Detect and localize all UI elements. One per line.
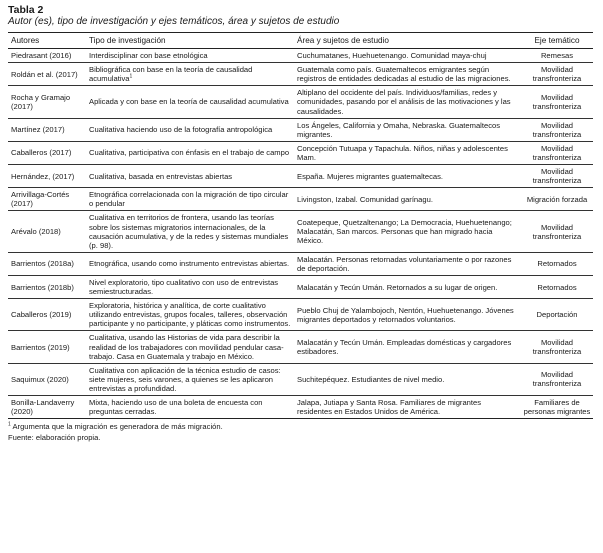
cell-eje (520, 49, 593, 63)
cell-area-text: Malacatán. Personas retornadas voluntariamente o por razones de deportación. (297, 254, 512, 273)
cell-eje (520, 331, 593, 363)
table-row (8, 165, 593, 188)
cell-tipo-text: Cualitativa, usando las Historias de vida para describir la realidad de los trabajadores con movilidad pendular casa-trabajo. Casa en Guatemala y trabajo en México. (89, 333, 284, 361)
cell-autores-text: Arévalo (2018) (11, 227, 61, 237)
cell-tipo-text: Cualitativa haciendo uso de la fotografía antropológica (89, 125, 273, 135)
cell-autores (8, 86, 86, 118)
cell-autores (8, 63, 86, 86)
cell-area (294, 188, 520, 211)
cell-tipo-text: Cualitativa, basada en entrevistas abiertas (89, 171, 233, 181)
cell-eje (520, 86, 593, 118)
cell-area (294, 118, 520, 141)
cell-area (294, 165, 520, 188)
cell-tipo (86, 331, 294, 363)
cell-tipo (86, 141, 294, 164)
table-row (8, 363, 593, 395)
cell-tipo (86, 49, 294, 63)
cell-area (294, 63, 520, 86)
cell-eje-text: Deportación (536, 310, 578, 320)
cell-tipo (86, 211, 294, 252)
table-row (8, 396, 593, 419)
cell-eje-text: Migración forzada (526, 194, 588, 204)
cell-tipo-text: Interdisciplinar con base etnológica (89, 51, 208, 61)
cell-tipo-text: Bibliográfica con base en la teoría de causalidad acumulativa (89, 65, 253, 84)
cell-autores (8, 118, 86, 141)
cell-tipo (86, 363, 294, 395)
cell-eje-text: Movilidad transfronteriza (532, 337, 582, 357)
cell-autores (8, 299, 86, 331)
cell-area-text: Pueblo Chuj de Yalambojoch, Nentón, Huehuetenango. Jóvenes migrantes deportados y retornados voluntarios. (297, 305, 514, 324)
cell-area (294, 275, 520, 298)
cell-area (294, 331, 520, 363)
table-header-row (8, 33, 593, 49)
cell-area-text: Livingston, Izabal. Comunidad garínagu. (297, 194, 433, 204)
cell-tipo-text: Aplicada y con base en la teoría de causalidad acumulativa (89, 97, 289, 107)
cell-eje-text: Movilidad transfronteriza (532, 370, 582, 389)
cell-autores (8, 141, 86, 164)
cell-tipo-text: Exploratoria, histórica y analítica, de corte cualitativo utilizando entrevistas, grupos focales, talleres, observación participante y no participante, y pláticas como instrumentos. (89, 301, 291, 329)
cell-autores (8, 49, 86, 63)
cell-tipo-text: Cualitativa con aplicación de la técnica estudio de casos: siete mujeres, seis varones, a quienes se les aplicaron entrevistas a profundidad. (89, 365, 281, 393)
cell-autores-text: Barrientos (2018b) (11, 282, 74, 292)
cell-eje (520, 63, 593, 86)
cell-eje-text: Movilidad transfronteriza (532, 92, 582, 112)
table-row (8, 299, 593, 331)
cell-tipo-text: Etnográfica correlacionada con la migración de tipo circular o pendular (89, 190, 289, 209)
cell-area-text: Altiplano del occidente del país. Individuos/familias, redes y comunidades, pasando por el análisis de las motivaciones y las causalidades. (297, 88, 511, 116)
cell-area (294, 141, 520, 164)
cell-eje-text: Movilidad transfronteriza (532, 143, 582, 162)
header-eje: Eje temático (520, 33, 593, 49)
header-area: Área y sujetos de estudio (294, 33, 520, 49)
table-body (8, 49, 593, 419)
cell-eje (520, 396, 593, 419)
cell-eje (520, 188, 593, 211)
cell-eje-text: Familiares de personas migrantes (523, 398, 591, 417)
cell-area-text: Malacatán y Tecún Umán. Retornados a su lugar de origen. (297, 282, 498, 292)
cell-tipo (86, 252, 294, 275)
cell-autores (8, 331, 86, 363)
table-row (8, 49, 593, 63)
cell-tipo (86, 299, 294, 331)
table-row (8, 118, 593, 141)
table-row (8, 141, 593, 164)
table-row (8, 275, 593, 298)
cell-autores (8, 188, 86, 211)
cell-autores-text: Caballeros (2019) (11, 310, 72, 320)
cell-tipo-text: Cualitativa en territorios de frontera, usando las teorías sobre los sistemas migratorios internacionales, de la causación acumulativa, y de la redes y sistemas mundiales (p. 98). (89, 213, 289, 250)
cell-autores-text: Caballeros (2017) (11, 148, 72, 158)
cell-area-text: Coatepeque, Quetzaltenango; La Democracia, Huehuetenango; Malacatán, San marcos. Personas que han migrado hacia México. (297, 217, 512, 246)
cell-eje (520, 165, 593, 188)
cell-autores-text: Saquimux (2020) (11, 374, 69, 384)
cell-autores-text: Arrivillaga-Cortés (2017) (11, 190, 70, 209)
cell-area (294, 396, 520, 419)
cell-autores (8, 165, 86, 188)
table-title: Tabla 2 (8, 4, 44, 16)
cell-autores (8, 363, 86, 395)
cell-eje (520, 141, 593, 164)
cell-area (294, 363, 520, 395)
cell-eje (520, 118, 593, 141)
cell-autores-text: Bonilla-Landaverry (2020) (11, 398, 75, 417)
cell-autores-text: Barrientos (2018a) (11, 259, 74, 269)
cell-tipo (86, 86, 294, 118)
header-tipo: Tipo de investigación (86, 33, 294, 49)
cell-area (294, 211, 520, 252)
cell-autores-text: Barrientos (2019) (11, 342, 70, 352)
cell-area-text: Los Ángeles, California y Omaha, Nebraska. Guatemaltecos migrantes. (297, 120, 501, 139)
cell-eje (520, 252, 593, 275)
cell-autores-text: Roldán et al. (2017) (11, 69, 78, 79)
cell-eje-text: Retornados (537, 259, 577, 269)
cell-area (294, 299, 520, 331)
table-row (8, 252, 593, 275)
cell-area-text: Malacatán y Tecún Umán. Empleadas domésticas y cargadores estibadores. (297, 337, 512, 357)
cell-tipo (86, 396, 294, 419)
cell-autores-text: Rocha y Gramajo (2017) (11, 92, 71, 112)
cell-area-text: Concepción Tutuapa y Tapachula. Niños, niñas y adolescentes Mam. (297, 143, 508, 162)
cell-tipo-text: Mixta, haciendo uso de una boleta de encuesta con preguntas cerradas. (89, 398, 263, 417)
cell-autores-text: Piedrasant (2016) (11, 51, 72, 61)
cell-eje-text: Movilidad transfronteriza (532, 222, 582, 241)
footnote-marker: 1 (8, 421, 11, 428)
cell-autores-text: Martínez (2017) (11, 125, 65, 135)
cell-area (294, 49, 520, 63)
table-row (8, 63, 593, 86)
cell-autores (8, 275, 86, 298)
cell-autores (8, 252, 86, 275)
cell-area-text: Guatemala como país. Guatemaltecos emigrantes según registros de entidades dedicadas al estudio de las migraciones. (297, 65, 511, 84)
cell-tipo (86, 165, 294, 188)
cell-eje (520, 299, 593, 331)
table-row (8, 211, 593, 252)
cell-tipo-text: Etnográfica, usando como instrumento entrevistas abiertas. (89, 259, 290, 269)
table-row (8, 86, 593, 118)
footnote-text: Argumenta que la migración es generadora de más migración. (12, 422, 223, 432)
cell-autores (8, 211, 86, 252)
cell-tipo (86, 188, 294, 211)
cell-area (294, 252, 520, 275)
cell-area-text: Cuchumatanes, Huehuetenango. Comunidad maya-chuj (297, 51, 487, 61)
cell-area-text: Suchitepéquez. Estudiantes de nivel medio. (297, 374, 445, 384)
cell-autores-text: Hernández, (2017) (11, 171, 75, 181)
table-subtitle: Autor (es), tipo de investigación y ejes temáticos, área y sujetos de estudio (8, 16, 340, 27)
cell-eje (520, 363, 593, 395)
table-row (8, 188, 593, 211)
cell-eje-text: Movilidad transfronteriza (532, 167, 582, 186)
footnote (8, 422, 593, 432)
studies-table (8, 32, 593, 419)
cell-eje-text: Movilidad transfronteriza (532, 120, 582, 139)
cell-tipo-text: Nivel exploratorio, tipo cualitativo con uso de entrevistas semiestructuradas. (89, 277, 279, 297)
footnote-ref: 1 (129, 73, 133, 80)
cell-eje-text: Retornados (537, 282, 577, 292)
document-page (8, 4, 593, 443)
cell-eje-text: Remesas (540, 51, 574, 61)
cell-area (294, 86, 520, 118)
cell-tipo (86, 275, 294, 298)
table-row (8, 331, 593, 363)
cell-tipo (86, 118, 294, 141)
cell-area-text: España. Mujeres migrantes guatemaltecas. (297, 171, 444, 181)
cell-eje-text: Movilidad transfronteriza (532, 65, 582, 84)
header-autores: Autores (8, 33, 86, 49)
cell-tipo-text: Cualitativa, participativa con énfasis en el trabajo de campo (89, 148, 290, 158)
source-note: Fuente: elaboración propia. (8, 433, 101, 443)
cell-autores (8, 396, 86, 419)
cell-eje (520, 275, 593, 298)
cell-area-text: Jalapa, Jutiapa y Santa Rosa. Familiares de migrantes residentes en Estados Unidos de América. (297, 398, 482, 417)
cell-tipo (86, 63, 294, 86)
cell-eje (520, 211, 593, 252)
